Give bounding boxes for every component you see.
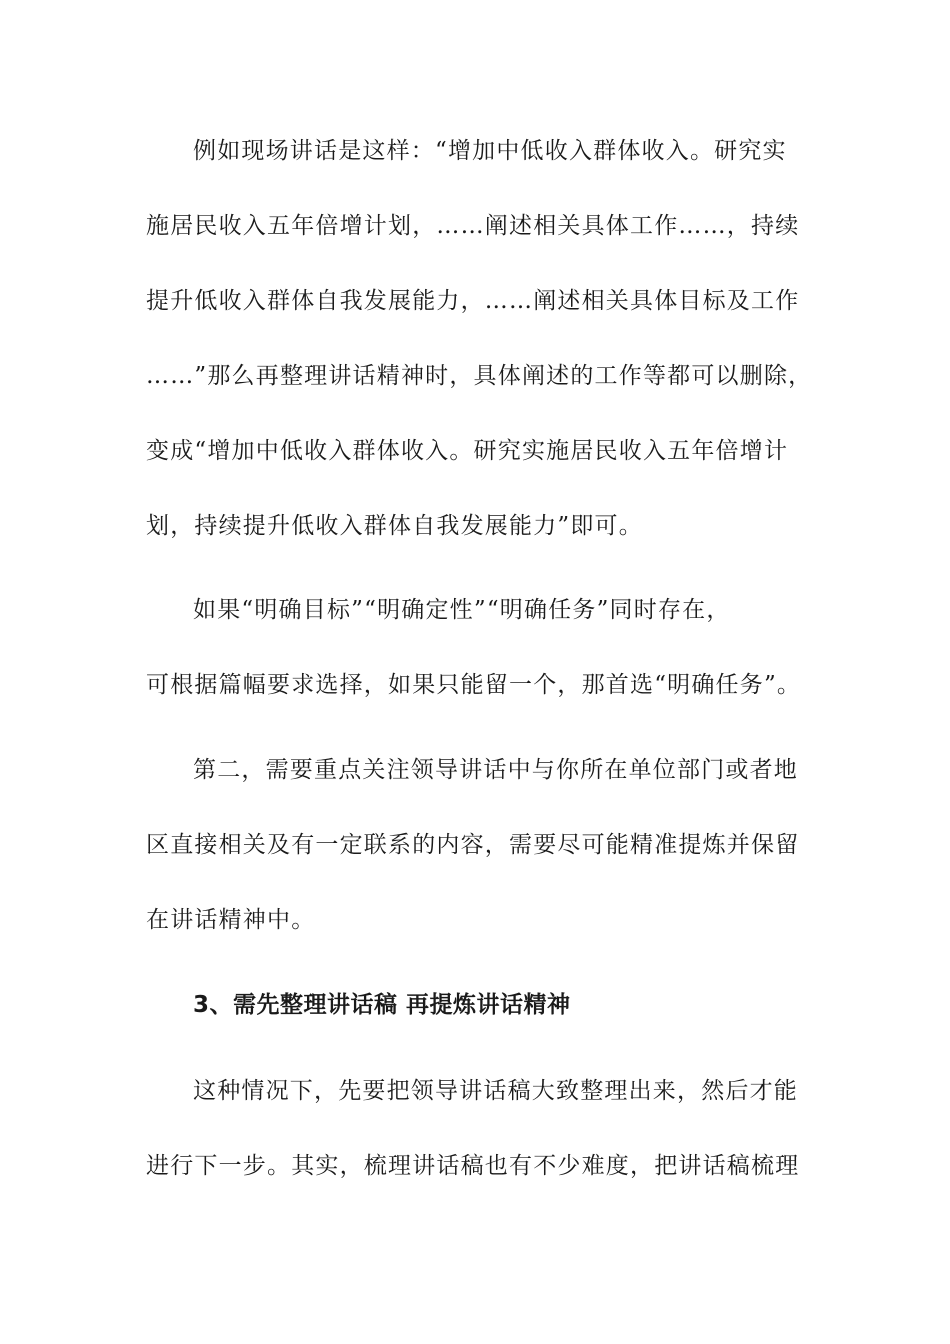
text-line: 区直接相关及有一定联系的内容，需要尽可能精准提炼并保留 [146,832,800,858]
section-heading: 3、需先整理讲话稿 再提炼讲话精神 [193,992,571,1018]
text-line: 进行下一步。其实，梳理讲话稿也有不少难度，把讲话稿梳理 [146,1153,800,1179]
text-line: 变成“增加中低收入群体收入。研究实施居民收入五年倍增计 [146,438,789,464]
text-line: 例如现场讲话是这样：“增加中低收入群体收入。研究实 [193,138,787,164]
text-line: 施居民收入五年倍增计划，……阐述相关具体工作……，持续 [146,213,800,239]
text-line: 在讲话精神中。 [146,907,316,933]
text-line: 可根据篇幅要求选择，如果只能留一个，那首选“明确任务”。 [146,672,802,698]
text-line: 第二，需要重点关注领导讲话中与你所在单位部门或者地 [193,757,798,783]
text-line: 这种情况下，先要把领导讲话稿大致整理出来，然后才能 [193,1078,798,1104]
text-line: 划，持续提升低收入群体自我发展能力”即可。 [146,513,643,539]
text-line: ……”那么再整理讲话精神时，具体阐述的工作等都可以删除， [146,363,813,389]
text-line: 提升低收入群体自我发展能力，……阐述相关具体目标及工作 [146,288,800,314]
text-line: 如果“明确目标”“明确定性”“明确任务”同时存在， [193,597,731,623]
